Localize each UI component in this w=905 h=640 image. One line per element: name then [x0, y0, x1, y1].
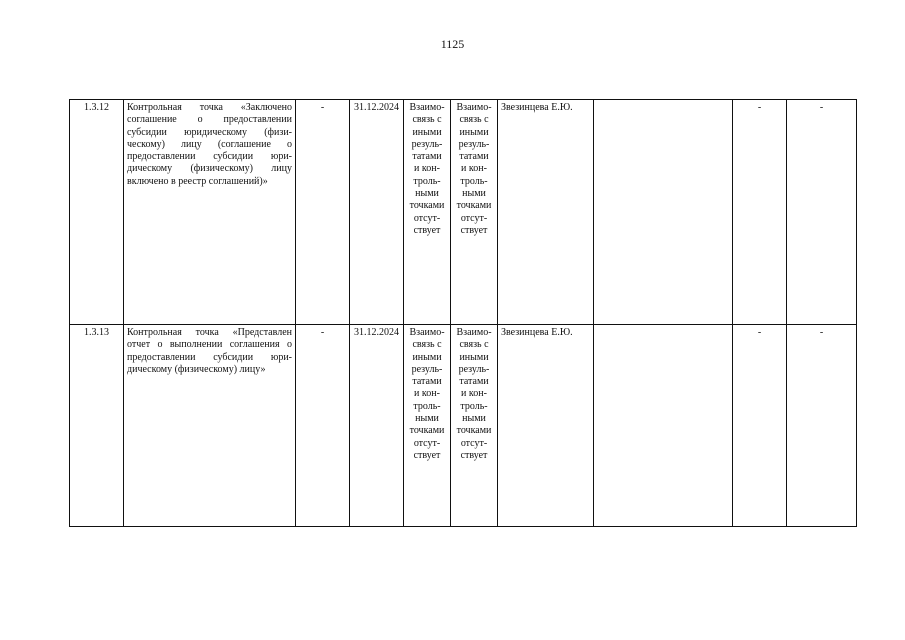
responsible-person: Звезинцева Е.Ю. — [498, 325, 594, 527]
control-point-name: Контрольная точка «Заключено соглашение о предоставлении субсидии юридическому (физи-ческому) лицу (соглашение о предоставлении субсидии юри-дическому (физическому) лицу включено в реестр соглашений)» — [124, 100, 296, 325]
relation-previous: Взаимо- связь с иными резуль- татами и кон- троль- ными точками отсут- ствует — [404, 325, 451, 527]
document-cell — [594, 100, 733, 325]
table-row — [70, 325, 857, 527]
end-date: 31.12.2024 — [350, 325, 404, 527]
dash-cell-b: - — [787, 325, 857, 527]
start-date: - — [296, 100, 350, 325]
end-date: 31.12.2024 — [350, 100, 404, 325]
relation-next: Взаимо- связь с иными резуль- татами и кон- троль- ными точками отсут- ствует — [451, 325, 498, 527]
start-date: - — [296, 325, 350, 527]
control-points-table — [69, 99, 857, 527]
document-cell — [594, 325, 733, 527]
responsible-person: Звезинцева Е.Ю. — [498, 100, 594, 325]
dash-cell-b: - — [787, 100, 857, 325]
control-point-name: Контрольная точка «Представлен отчет о выполнении соглашения о предоставлении субсидии юри-дическому (физическому) лицу» — [124, 325, 296, 527]
table-row — [70, 100, 857, 325]
page-number: 1125 — [440, 37, 465, 51]
relation-previous: Взаимо- связь с иными резуль- татами и кон- троль- ными точками отсут- ствует — [404, 100, 451, 325]
dash-cell-a: - — [733, 100, 787, 325]
dash-cell-a: - — [733, 325, 787, 527]
relation-next: Взаимо- связь с иными резуль- татами и кон- троль- ными точками отсут- ствует — [451, 100, 498, 325]
row-number: 1.3.12 — [70, 100, 124, 325]
row-number: 1.3.13 — [70, 325, 124, 527]
